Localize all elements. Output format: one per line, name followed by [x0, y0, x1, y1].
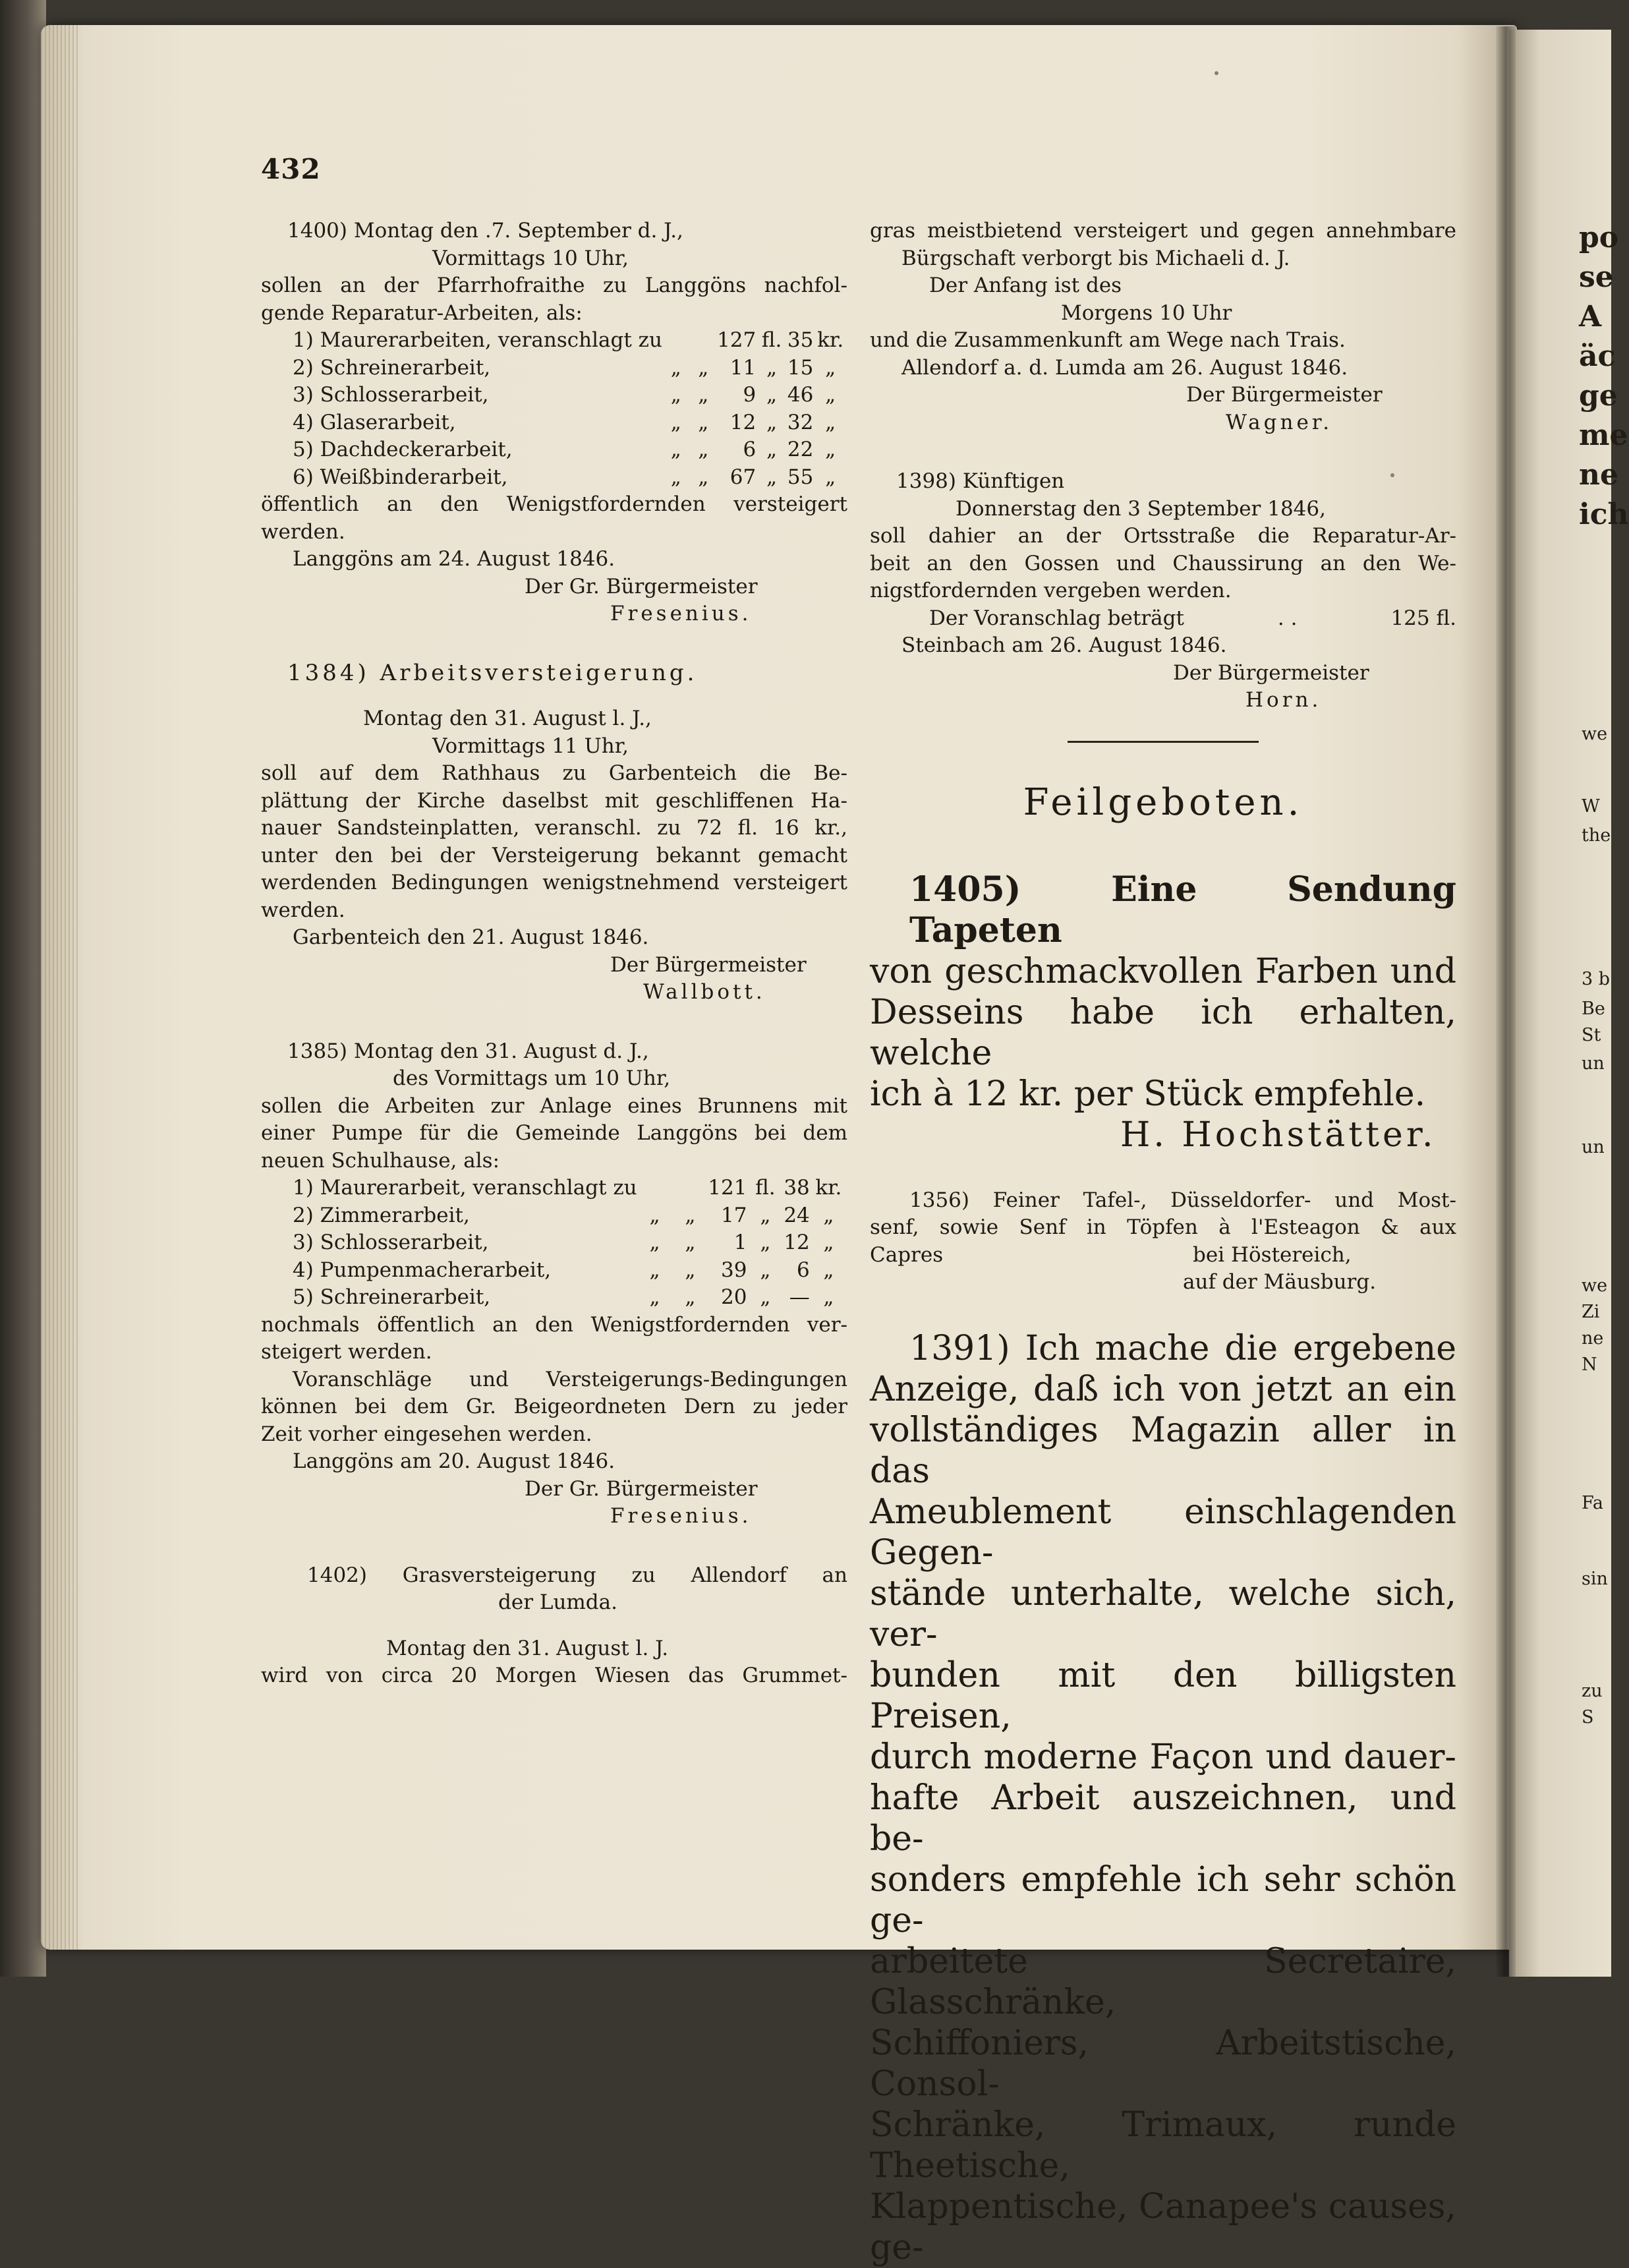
- item-label: 1) Maurerarbeit, veranschlagt zu: [293, 1176, 637, 1200]
- notice-signature: bei Höstereich,: [1193, 1242, 1352, 1267]
- margin-fragment: N: [1582, 1354, 1597, 1375]
- notice-line: Morgens 10 Uhr: [1061, 301, 1232, 325]
- unit-fl: „: [766, 465, 778, 489]
- unit-kr: „: [825, 383, 836, 407]
- notice-1405: [870, 869, 1456, 1155]
- cost-dots: . .: [1277, 606, 1298, 630]
- ad-line: arbeitete Secretaire, Glasschränke,: [870, 1941, 1456, 2022]
- notice-line: unter den bei der Versteigerung bekannt gemacht: [261, 843, 847, 867]
- margin-fragment: un: [1582, 1137, 1605, 1157]
- amount-kr: 22: [787, 438, 814, 461]
- spacer: [870, 1155, 1456, 1187]
- margin-fragment: ne: [1579, 458, 1618, 492]
- notice-line: einer Pumpe für die Gemeinde Langgöns bei dem: [261, 1121, 847, 1145]
- notice-1402-continued: [870, 218, 1456, 436]
- ditto-mark: „: [649, 1258, 660, 1282]
- margin-fragment: A: [1579, 300, 1602, 334]
- ditto-mark: „: [698, 355, 709, 380]
- item-label: 6) Weißbinderarbeit,: [293, 465, 508, 489]
- table-row: [261, 382, 847, 409]
- unit-fl: fl.: [755, 1176, 776, 1200]
- unit-kr: „: [825, 438, 836, 461]
- margin-fragment: the: [1582, 825, 1611, 846]
- margin-fragment: St: [1582, 1025, 1601, 1045]
- right-column: [870, 218, 1456, 2268]
- ad-line: bunden mit den billigsten Preisen,: [870, 1655, 1456, 1736]
- table-row: [261, 436, 847, 464]
- ad-line: hafte Arbeit auszeichnen, und be-: [870, 1778, 1456, 1859]
- notice-line: Zeit vorher eingesehen werden.: [261, 1422, 592, 1446]
- amount-fl: 6: [743, 438, 757, 461]
- notice-line: gende Reparatur-Arbeiten, als:: [261, 301, 583, 325]
- notice-1398: [870, 468, 1456, 714]
- amount-fl: 9: [743, 383, 757, 407]
- unit-fl: „: [766, 438, 778, 461]
- margin-fragment: se: [1579, 260, 1614, 294]
- unit-fl: „: [760, 1203, 771, 1227]
- amount-fl: 17: [721, 1203, 747, 1227]
- ditto-mark: „: [649, 1231, 660, 1254]
- notice-1391: [870, 1328, 1456, 2268]
- notice-1385: [261, 1038, 847, 1530]
- margin-fragment: sin: [1582, 1569, 1608, 1589]
- ad-signature: H. Hochstätter.: [1120, 1115, 1437, 1155]
- margin-fragment: we: [1582, 724, 1608, 744]
- ditto-mark: „: [670, 465, 681, 489]
- ad-line: sonders empfehle ich sehr schön ge-: [870, 1859, 1456, 1940]
- ditto-mark: [662, 327, 690, 355]
- notice-line: 1400) Montag den .7. September d. J.,: [287, 219, 683, 243]
- ad-line: Desseins habe ich erhalten, welche: [870, 992, 1456, 1073]
- unit-kr: „: [823, 1258, 834, 1282]
- notice-signature: Wallbott.: [643, 980, 766, 1004]
- spacer: [261, 1617, 847, 1635]
- ditto-mark: [672, 1175, 708, 1202]
- margin-fragment: zu: [1582, 1681, 1603, 1701]
- ditto-mark: „: [670, 438, 681, 461]
- notice-line: werden.: [261, 519, 345, 544]
- item-label: 1) Maurerarbeiten, veranschlagt zu: [293, 328, 662, 352]
- spacer: [261, 628, 847, 660]
- page-number: 432: [261, 153, 321, 185]
- item-label: 4) Pumpenmacherarbeit,: [293, 1258, 552, 1282]
- notice-line: Vormittags 11 Uhr,: [432, 734, 629, 758]
- unit-kr: „: [825, 465, 836, 489]
- notice-line: nigstfordernden vergeben werden.: [870, 579, 1232, 602]
- notice-line: nauer Sandsteinplatten, veranschl. zu 72 fl. 16 kr.,: [261, 816, 847, 840]
- amount-kr: 15: [787, 355, 814, 380]
- spacer: [870, 1296, 1456, 1328]
- ditto-mark: „: [670, 383, 681, 407]
- ditto-mark: „: [698, 410, 709, 434]
- table-row: [261, 355, 847, 382]
- notice-line: Donnerstag den 3 September 1846,: [956, 496, 1326, 521]
- notice-line: 1398) Künftigen: [896, 469, 1065, 493]
- margin-fragment: ge: [1579, 379, 1618, 413]
- margin-fragment: W: [1582, 796, 1600, 817]
- margin-fragment: Zi: [1582, 1302, 1600, 1322]
- table-row: [261, 1202, 847, 1230]
- ad-line: Ameublement einschlagenden Gegen-: [870, 1492, 1456, 1573]
- notice-line: soll auf dem Rathhaus zu Garbenteich die Be-: [261, 761, 847, 785]
- notice-line: Der Anfang ist des: [929, 274, 1122, 297]
- notice-signatory-title: Der Bürgermeister: [610, 952, 807, 977]
- notice-line: wird von circa 20 Morgen Wiesen das Grummet-: [261, 1664, 847, 1687]
- margin-fragment: me: [1579, 419, 1628, 452]
- notice-1400: [261, 218, 847, 628]
- spacer: [261, 1530, 847, 1562]
- ditto-mark: „: [685, 1285, 696, 1309]
- ad-line: von geschmackvollen Farben und: [870, 951, 1456, 991]
- notice-word: Capres: [870, 1242, 944, 1267]
- unit-fl: fl.: [761, 328, 782, 352]
- ditto-mark: „: [685, 1203, 696, 1227]
- cost-line: [870, 605, 1456, 633]
- notice-line: des Vormittags um 10 Uhr,: [393, 1066, 671, 1090]
- notice-signatory-title: Der Gr. Bürgermeister: [525, 1476, 758, 1501]
- notice-line: gras meistbietend versteigert und gegen annehmbare: [870, 219, 1456, 243]
- amount-fl: 1: [733, 1231, 747, 1254]
- ditto-mark: „: [670, 410, 681, 434]
- notice-line: Montag den 31. August l. J.: [386, 1636, 669, 1660]
- notice-signatory-title: Der Bürgermeister: [1186, 383, 1383, 407]
- margin-fragment: Be: [1582, 999, 1605, 1019]
- left-column: [261, 218, 847, 1690]
- table-row: [261, 409, 847, 437]
- amount-kr: 24: [784, 1203, 810, 1227]
- cost-value: 125 fl.: [1390, 606, 1456, 630]
- margin-fragment: Fa: [1582, 1493, 1603, 1513]
- ditto-mark: „: [698, 383, 709, 407]
- ad-line: Klappentische, Canapee's causes, ge-: [870, 2186, 1456, 2267]
- ditto-mark: [690, 327, 718, 355]
- unit-fl: „: [760, 1231, 771, 1254]
- table-row: [261, 1229, 847, 1257]
- notice-line: sollen an der Pfarrhofraithe zu Langgöns nachfol-: [261, 274, 847, 297]
- ditto-mark: „: [698, 465, 709, 489]
- table-row: [261, 1175, 847, 1202]
- notice-line: sollen die Arbeiten zur Anlage eines Brunnens mit: [261, 1093, 847, 1118]
- notice-line: 1385) Montag den 31. August d. J.,: [287, 1039, 649, 1063]
- notice-line: werdenden Bedingungen wenigstnehmend versteigert: [261, 871, 847, 894]
- amount-kr: 46: [787, 383, 814, 407]
- notice-line: soll dahier an der Ortsstraße die Reparatur-Ar-: [870, 524, 1456, 548]
- ad-line: 1405) Eine Sendung Tapeten: [909, 869, 1456, 950]
- ditto-mark: „: [649, 1285, 660, 1309]
- item-label: 3) Schlosserarbeit,: [293, 1231, 489, 1254]
- ad-line: Schränke, Trimaux, runde Theetische,: [870, 2105, 1456, 2186]
- notice-line: plättung der Kirche daselbst mit geschliffenen Ha-: [261, 788, 847, 813]
- unit-kr: „: [823, 1285, 834, 1309]
- spacer: [261, 687, 847, 705]
- book-gutter: [1496, 26, 1516, 1977]
- table-row: [261, 464, 847, 492]
- notice-date: Garbenteich den 21. August 1846.: [293, 925, 649, 949]
- amount-kr: 55: [787, 465, 814, 489]
- amount-fl: 12: [729, 410, 757, 434]
- margin-fragment: ne: [1582, 1328, 1604, 1349]
- book-binding-edge: [0, 0, 46, 1977]
- notice-line: Voranschläge und Versteigerungs-Bedingungen: [293, 1367, 847, 1391]
- notice-date: Langgöns am 20. August 1846.: [293, 1449, 615, 1473]
- notice-line: Vormittags 10 Uhr,: [432, 246, 629, 270]
- notice-line: senf, sowie Senf in Töpfen à l'Esteagon & aux: [870, 1215, 1456, 1239]
- amount-fl: 39: [721, 1258, 747, 1282]
- ad-line: ich à 12 kr. per Stück empfehle.: [870, 1074, 1426, 1114]
- notice-signature: Horn.: [1245, 688, 1322, 712]
- amount-fl: 20: [721, 1285, 747, 1309]
- notice-signature: Wagner.: [1226, 410, 1333, 434]
- notice-1384: [261, 660, 847, 1006]
- notice-line: 1356) Feiner Tafel-, Düsseldorfer- und Most-: [909, 1188, 1456, 1212]
- notice-signatory-title: Der Gr. Bürgermeister: [525, 574, 758, 598]
- spacer: [261, 1006, 847, 1038]
- notice-line: können bei dem Gr. Beigeordneten Dern zu jeder: [261, 1395, 847, 1418]
- notice-heading: 1384) Arbeitsversteigerung.: [287, 659, 698, 686]
- amount-kr: 6: [797, 1258, 810, 1282]
- unit-fl: „: [766, 410, 778, 434]
- notice-line: nochmals öffentlich an den Wenigstfordernden ver-: [261, 1312, 847, 1337]
- notice-line: Bürgschaft verborgt bis Michaeli d. J.: [901, 246, 1290, 270]
- ditto-mark: „: [685, 1258, 696, 1282]
- amount-kr: 12: [784, 1231, 810, 1254]
- unit-fl: „: [766, 355, 778, 380]
- notice-1356: [870, 1187, 1456, 1296]
- notice-line: der Lumda.: [498, 1590, 617, 1614]
- notice-date: Langgöns am 24. August 1846.: [293, 547, 615, 571]
- spacer: [870, 863, 1456, 869]
- margin-fragment: 3 b: [1582, 969, 1611, 989]
- notice-signature: Fresenius.: [610, 602, 752, 625]
- unit-kr: „: [823, 1203, 834, 1227]
- notice-date: Allendorf a. d. Lumda am 26. August 1846.: [901, 355, 1348, 380]
- ad-line: vollständiges Magazin aller in das: [870, 1410, 1456, 1491]
- cost-table: [261, 327, 847, 491]
- notice-line: beit an den Gossen und Chaussirung an den We-: [870, 551, 1456, 575]
- margin-fragment: ich: [1579, 498, 1629, 531]
- ad-line: 1391) Ich mache die ergebene: [909, 1328, 1456, 1368]
- ad-line: durch moderne Façon und dauer-: [870, 1737, 1456, 1777]
- ad-line: Schiffoniers, Arbeitstische, Consol-: [870, 2023, 1456, 2104]
- unit-kr: kr.: [815, 1176, 842, 1200]
- paper-speck: [1215, 71, 1218, 75]
- notice-date: Steinbach am 26. August 1846.: [901, 633, 1227, 657]
- margin-fragment: we: [1582, 1275, 1608, 1296]
- notice-signature: Fresenius.: [610, 1504, 752, 1528]
- amount-fl: 127: [717, 328, 757, 352]
- amount-kr: 35: [787, 328, 814, 352]
- amount-kr: —: [789, 1285, 810, 1309]
- ad-line: stände unterhalte, welche sich, ver-: [870, 1573, 1456, 1654]
- unit-kr: kr.: [817, 328, 844, 352]
- notice-location: auf der Mäusburg.: [1183, 1270, 1377, 1294]
- unit-fl: „: [766, 383, 778, 407]
- notice-line: [870, 1242, 1456, 1269]
- item-label: 4) Glaserarbeit,: [293, 410, 456, 434]
- margin-fragment: un: [1582, 1053, 1605, 1074]
- ditto-mark: „: [698, 438, 709, 461]
- margin-fragment: po: [1579, 221, 1619, 254]
- table-row: [261, 327, 847, 355]
- spacer: [870, 436, 1456, 468]
- unit-kr: „: [825, 410, 836, 434]
- notice-signatory-title: Der Bürgermeister: [1173, 660, 1369, 685]
- table-row: [261, 1284, 847, 1312]
- amount-kr: 32: [787, 410, 814, 434]
- unit-kr: „: [823, 1231, 834, 1254]
- margin-fragment: S: [1582, 1707, 1594, 1728]
- notice-line: und die Zusammenkunft am Wege nach Trais.: [870, 328, 1346, 352]
- ditto-mark: „: [685, 1231, 696, 1254]
- ditto-mark: „: [649, 1203, 660, 1227]
- cost-table: [261, 1175, 847, 1312]
- margin-fragment: äc: [1579, 339, 1616, 373]
- cost-label: Der Voranschlag beträgt: [929, 606, 1184, 630]
- notice-1402: [261, 1562, 847, 1690]
- notice-line: Montag den 31. August l. J.,: [363, 707, 652, 730]
- notice-line: neuen Schulhause, als:: [261, 1148, 500, 1173]
- item-label: 3) Schlosserarbeit,: [293, 383, 489, 407]
- section-title: Feilgeboten.: [1023, 780, 1303, 824]
- ditto-mark: „: [670, 355, 681, 380]
- notice-line: steigert werden.: [261, 1340, 432, 1364]
- amount-fl: 11: [729, 355, 757, 380]
- notice-line: 1402) Grasversteigerung zu Allendorf an: [307, 1563, 847, 1587]
- amount-fl: 67: [729, 465, 757, 489]
- item-label: 5) Schreinerarbeit,: [293, 1285, 491, 1309]
- unit-kr: „: [825, 355, 836, 380]
- ad-line: Anzeige, daß ich von jetzt an ein: [870, 1369, 1456, 1409]
- section-divider: [1068, 741, 1259, 743]
- ditto-mark: [637, 1175, 673, 1202]
- unit-fl: „: [760, 1285, 771, 1309]
- amount-kr: 38: [784, 1176, 810, 1200]
- unit-fl: „: [760, 1258, 771, 1282]
- page-stack-edge: [41, 25, 80, 1950]
- item-label: 2) Zimmerarbeit,: [293, 1203, 470, 1227]
- item-label: 2) Schreinerarbeit,: [293, 355, 491, 380]
- notice-line: werden.: [261, 898, 345, 922]
- item-label: 5) Dachdeckerarbeit,: [293, 438, 513, 461]
- amount-fl: 121: [708, 1176, 747, 1200]
- notice-line: öffentlich an den Wenigstfordernden versteigert: [261, 492, 847, 516]
- table-row: [261, 1257, 847, 1285]
